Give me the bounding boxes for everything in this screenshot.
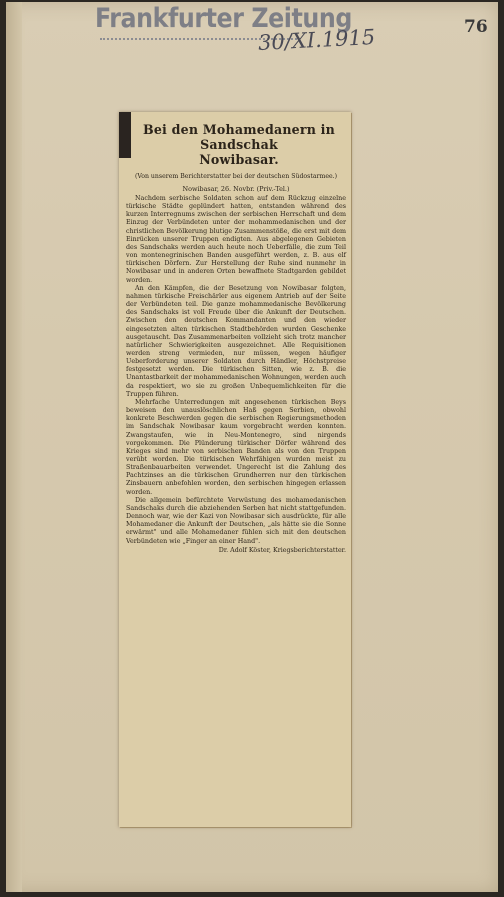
article-paragraph-2: An den Kämpfen, die der Besetzung von Nowibasar folgten, nahmen türkische Freischärler aus eigenem Antrieb auf der Seite der Verbündeten teil. Die ganze mohammedanische Bevölkerung des Sandschaks ist voll Freude über die Ankunft der Deutschen. Zwischen den deutschen Kommandanten und den wieder eingesetzten alten türkischen Stadtbehörden wurden Geschenke ausgetauscht. Das Zusammenarbeiten vollzieht sich trotz mancher natürlicher Schwierigkeiten ausgezeichnet. Alle Requisitionen werden streng vermieden, nur müssen, wegen häufiger Ueberforderung unserer Soldaten durch Händler, Höchstpreise festgesetzt werden. Die türkischen Sitten, wie z. B. die Unantastbarkeit der mohammedanischen Wohnungen, werden auch da respektiert, wo sie zu großen Unbequemlichkeiten für die Truppen führen. — [126, 284, 346, 398]
article-headline — [132, 122, 346, 167]
article-paragraph-3: Mehrfache Unterredungen mit angesehenen türkischen Beys beweisen den unauslöschlichen Haß gegen Serbien, obwohl konkrete Beschwerden gegen die serbischen Regierungsmethoden im Sandschak Nowibasar kaum vorgebracht werden konnten. Zwangstaufen, wie in Neu-Montenegro, sind nirgends vorgekommen. Die Plünderung türkischer Dörfer während des Krieges sind mehr von serbischen Banden als von den Truppen verübt worden. Die türkischen Wehrfähigen wurden meist zu Straßenbauarbeiten verwendet. Ungerecht ist die Zahlung des Pachtzinses an die türkischen Grundherren nur den türkischen Zinsbauern anbefohlen worden, den serbischen hingegen erlassen worden. — [126, 398, 346, 496]
newspaper-clipping — [119, 112, 351, 827]
handwritten-date: 30/XI.1915 — [257, 24, 376, 56]
article-byline: (Von unserem Berichterstatter bei der deutschen Südostarmee.) — [134, 173, 338, 180]
article-body — [126, 195, 346, 546]
sheet-fold-edge — [6, 2, 22, 892]
article-signature: Dr. Adolf Köster, Kriegsberichterstatter. — [218, 546, 346, 554]
headline-line-2: Nowibasar. — [199, 152, 279, 167]
headline-line-1: Bei den Mohamedanern in Sandschak — [142, 122, 336, 152]
article-paragraph-4: Die allgemein befürchtete Verwüstung des mohamedanischen Sandschaks durch die abziehenden Serben hat nicht stattgefunden. Dennoch war, wie der Kazi von Nowibasar sich ausdrückte, für alle Mohamedaner die Ankunft der Deutschen, „als hätte sie die Sonne erwärmt" und alle Mohamedaner fühlen sich mit den deutschen Verbündeten wie „Finger an einer Hand". — [126, 496, 346, 545]
page-number: 76 — [464, 17, 488, 37]
clipping-dark-corner — [119, 112, 131, 158]
newspaper-stamp: Frankfurter Zeitung — [95, 3, 352, 34]
article-dateline: Nowibasar, 26. Novbr. (Priv.-Tel.) — [182, 185, 290, 193]
article-paragraph-1: Nachdem serbische Soldaten schon auf dem Rückzug einzelne türkische Städte geplündert hatten, entstanden während des kurzen Interregnums zwischen der serbischen Herrschaft und dem Einzug der Verbündeten unter der mohammedanischen und der christlichen Bevölkerung blutige Zusammenstöße, die erst mit dem Einrücken unserer Truppen endigten. Aus abgelegenen Gebieten des Sandschaks werden auch heute noch Ueberfälle, die zum Teil von montenegrinischen Banden ausgeführt werden, z. B. aus elf türkischen Dörfern. Zur Herstellung der Ruhe sind nunmehr in Nowibasar und in anderen Orten bewaffnete Stadtgarden gebildet worden. — [126, 195, 346, 284]
